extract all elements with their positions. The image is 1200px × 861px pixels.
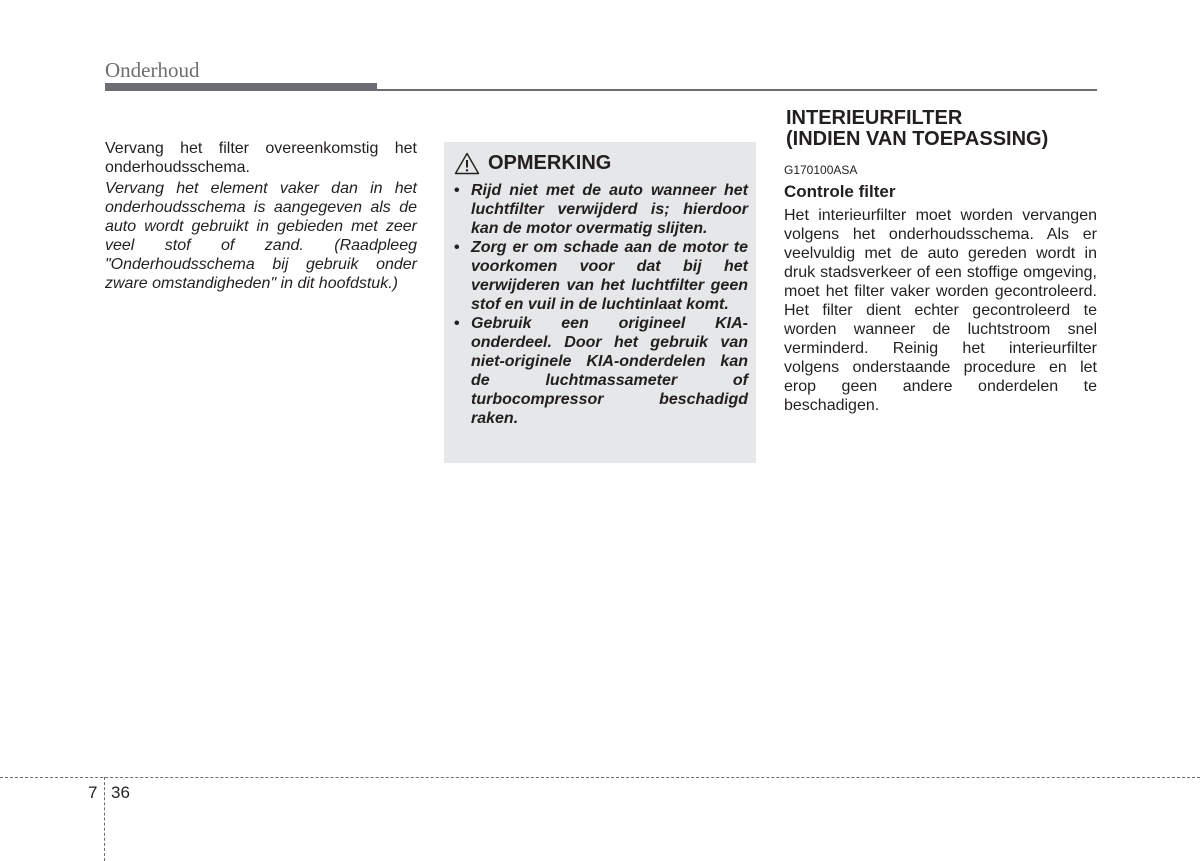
note-item-text: Zorg er om schade aan de motor te voorkomen voor dat bij het verwijderen van het luchtfilter geen stof en vuil in de luchtinlaat komt. [471, 239, 748, 313]
note-header [454, 152, 748, 175]
left-italic-paragraph: Vervang het element vaker dan in het onderhoudsschema is aangegeven als de auto wordt gebruikt in gebieden met zeer veel stof of zand. (Raadpleeg "Onderhoudsschema bij gebruik onder zware omstandigheden" in dit hoofdstuk.) [105, 180, 417, 292]
bullet: • [454, 182, 460, 199]
note-title: OPMERKING [488, 152, 612, 174]
note-box [444, 142, 756, 463]
header-rule-accent [105, 83, 377, 91]
right-heading [786, 108, 1097, 150]
note-list [454, 181, 748, 428]
footer-rule [0, 777, 1200, 778]
note-item-text: Gebruik een origineel KIA-onderdeel. Door het gebruik van niet-originele KIA-onderdelen kan de luchtmassameter of turbocompressor beschadigd raken. [471, 315, 748, 427]
bullet: • [454, 315, 460, 332]
page-number: 36 [111, 783, 130, 802]
left-column [105, 139, 417, 293]
note-item [454, 181, 748, 238]
chapter-number: 7 [88, 783, 98, 802]
note-item-text: Rijd niet met de auto wanneer het luchtfilter verwijderd is; hierdoor kan de motor overmatig slijten. [471, 182, 748, 237]
warning-triangle-icon [454, 152, 480, 175]
section-title: Onderhoud [105, 58, 200, 82]
sub-heading: Controle filter [784, 182, 896, 201]
right-column [784, 108, 1097, 415]
left-paragraph: Vervang het filter overeenkomstig het onderhoudsschema. [105, 140, 417, 176]
bullet: • [454, 239, 460, 256]
footer-divider [104, 777, 105, 861]
right-body: Het interieurfilter moet worden vervangen volgens het onderhoudsschema. Als er veelvuldig met de auto gereden wordt in druk stadsverkeer of een stoffige omgeving, moet het filter vaker worden gecontroleerd. Het filter dient echter gecontroleerd te worden wanneer de luchtstroom snel verminderd. Reinig het interieurfilter volgens onderstaande procedure en let erop geen andere onderdelen te beschadigen. [784, 207, 1097, 414]
note-item [454, 314, 748, 428]
reference-code: G170100ASA [784, 163, 858, 177]
right-heading-line2: (INDIEN VAN TOEPASSING) [786, 128, 1049, 150]
right-heading-line1: INTERIEURFILTER [786, 107, 963, 129]
note-item [454, 238, 748, 314]
